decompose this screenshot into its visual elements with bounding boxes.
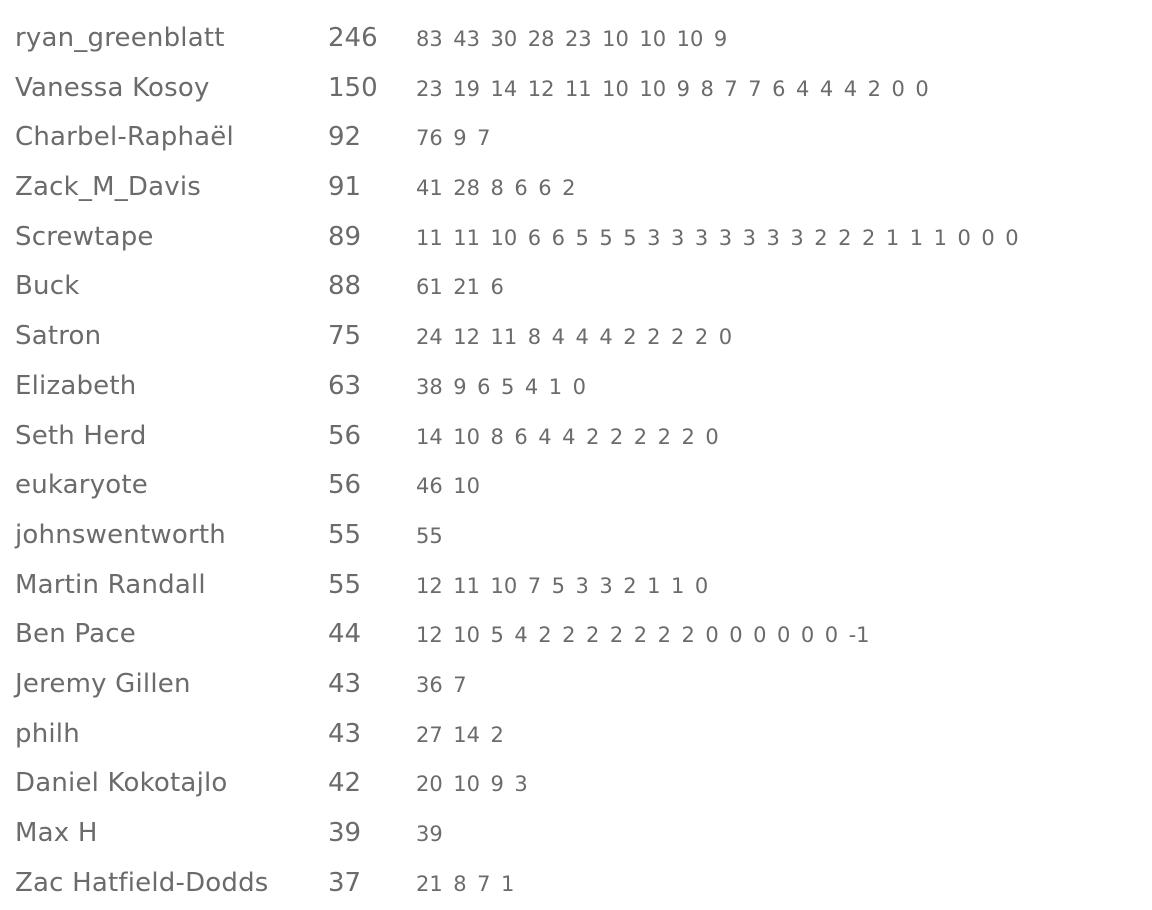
user-name: Seth Herd <box>15 420 147 451</box>
score-value: 14 <box>453 722 480 747</box>
score-list <box>416 571 719 601</box>
score-list <box>416 819 453 849</box>
score-value: 20 <box>416 772 443 797</box>
score-value: 4 <box>796 76 810 101</box>
score-list <box>416 322 743 352</box>
leaderboard-row <box>0 660 1152 710</box>
score-value: 2 <box>562 176 576 201</box>
score-value: 55 <box>416 523 443 548</box>
score-value: 8 <box>700 76 714 101</box>
score-value: 41 <box>416 176 443 201</box>
leaderboard-row <box>0 710 1152 760</box>
user-name: Vanessa Kosoy <box>15 72 210 103</box>
score-list <box>416 521 453 551</box>
score-value: 10 <box>490 225 518 250</box>
score-value: 0 <box>800 623 815 648</box>
score-value: 24 <box>416 325 443 350</box>
score-value: 4 <box>843 76 858 101</box>
score-value: 10 <box>453 424 480 449</box>
score-value: 2 <box>633 424 648 449</box>
leaderboard-row <box>0 759 1152 809</box>
score-list <box>416 620 880 650</box>
score-value: 1 <box>885 225 900 250</box>
leaderboard-table <box>0 14 1152 908</box>
score-value: 38 <box>416 374 443 399</box>
score-value: 0 <box>705 424 719 449</box>
score-value: 3 <box>599 573 613 598</box>
score-value: 12 <box>416 623 443 648</box>
score-value: 9 <box>490 772 504 797</box>
score-value: 0 <box>957 225 971 250</box>
score-value: 6 <box>538 176 552 201</box>
score-value: 0 <box>776 623 791 648</box>
score-value: 6 <box>772 76 786 101</box>
score-value: 10 <box>602 27 629 51</box>
leaderboard-row <box>0 809 1152 859</box>
score-value: 7 <box>477 871 491 896</box>
score-list <box>416 223 1029 253</box>
score-value: 0 <box>1005 225 1019 250</box>
total-score: 44 <box>328 619 362 650</box>
score-value: 46 <box>416 474 443 499</box>
score-value: 28 <box>453 176 480 201</box>
score-value: 36 <box>416 672 443 697</box>
score-value: 9 <box>676 76 691 101</box>
score-value: 2 <box>490 722 504 747</box>
score-value: 2 <box>694 325 709 350</box>
leaderboard-row <box>0 461 1152 511</box>
score-value: 7 <box>453 672 467 697</box>
score-value: 19 <box>453 76 480 101</box>
score-value: 2 <box>861 225 876 250</box>
leaderboard-row <box>0 262 1152 312</box>
score-value: 12 <box>453 325 480 350</box>
score-value: 76 <box>416 126 443 151</box>
total-score: 246 <box>328 23 378 53</box>
score-value: 8 <box>527 325 542 350</box>
score-value: 4 <box>524 374 539 399</box>
score-value: 3 <box>514 772 528 797</box>
leaderboard-row <box>0 859 1152 909</box>
score-value: 9 <box>713 27 728 51</box>
score-value: 10 <box>490 573 518 598</box>
total-score: 63 <box>328 370 362 401</box>
score-value: 23 <box>416 76 443 101</box>
score-value: 28 <box>527 27 555 51</box>
score-value: 11 <box>416 225 443 250</box>
score-value: 2 <box>657 623 671 648</box>
score-value: 1 <box>933 225 947 250</box>
score-value: 6 <box>514 176 528 201</box>
total-score: 91 <box>328 172 362 203</box>
score-list <box>416 272 514 302</box>
score-value: 5 <box>551 573 565 598</box>
score-value: 8 <box>490 176 504 201</box>
score-value: 9 <box>453 374 467 399</box>
score-value: 7 <box>477 126 491 151</box>
total-score: 43 <box>328 718 362 749</box>
user-name: Elizabeth <box>15 370 137 401</box>
score-value: 2 <box>681 424 695 449</box>
score-value: 7 <box>527 573 542 598</box>
score-value: 2 <box>609 424 624 449</box>
score-value: 10 <box>453 474 480 499</box>
score-value: 4 <box>562 424 576 449</box>
leaderboard-row <box>0 412 1152 462</box>
score-list <box>416 123 501 153</box>
score-value: 4 <box>514 623 528 648</box>
score-value: 14 <box>416 424 443 449</box>
score-value: 1 <box>670 573 685 598</box>
total-score: 56 <box>328 420 362 451</box>
score-value: 1 <box>909 225 924 250</box>
leaderboard-row <box>0 312 1152 362</box>
score-value: 7 <box>748 76 762 101</box>
total-score: 75 <box>328 321 362 352</box>
score-value: 12 <box>527 76 555 101</box>
user-name: Screwtape <box>15 221 154 252</box>
score-value: 11 <box>453 225 480 250</box>
score-list <box>416 869 525 899</box>
score-value: 3 <box>790 225 804 250</box>
total-score: 150 <box>328 72 378 103</box>
score-value: 30 <box>490 27 518 51</box>
total-score: 88 <box>328 271 362 302</box>
score-value: 3 <box>670 225 685 250</box>
score-value: 2 <box>585 623 600 648</box>
score-value: 2 <box>814 225 828 250</box>
total-score: 89 <box>328 221 362 252</box>
score-list <box>416 670 477 700</box>
leaderboard-row <box>0 213 1152 263</box>
score-value: 2 <box>609 623 624 648</box>
user-name: Charbel-Raphaël <box>15 122 234 153</box>
score-list <box>416 173 586 203</box>
score-value: 1 <box>647 573 661 598</box>
score-value: 10 <box>639 76 667 101</box>
score-value: 5 <box>575 225 589 250</box>
total-score: 55 <box>328 569 362 600</box>
score-list <box>416 74 939 104</box>
score-value: 2 <box>647 325 661 350</box>
score-value: -1 <box>848 623 870 648</box>
score-value: 4 <box>599 325 613 350</box>
score-value: 9 <box>453 126 467 151</box>
leaderboard-row <box>0 64 1152 114</box>
score-value: 2 <box>867 76 882 101</box>
score-list <box>416 422 729 452</box>
score-value: 0 <box>915 76 929 101</box>
user-name: johnswentworth <box>15 519 226 550</box>
score-value: 6 <box>551 225 565 250</box>
score-value: 4 <box>575 325 589 350</box>
score-value: 2 <box>657 424 671 449</box>
leaderboard-row <box>0 610 1152 660</box>
total-score: 42 <box>328 768 362 799</box>
score-value: 21 <box>453 275 480 300</box>
leaderboard-row <box>0 113 1152 163</box>
total-score: 43 <box>328 668 362 699</box>
score-value: 2 <box>838 225 852 250</box>
score-value: 6 <box>514 424 528 449</box>
score-value: 10 <box>453 772 480 797</box>
score-value: 0 <box>824 623 839 648</box>
score-value: 21 <box>416 871 443 896</box>
score-value: 2 <box>538 623 552 648</box>
score-value: 6 <box>527 225 542 250</box>
score-value: 4 <box>538 424 552 449</box>
total-score: 56 <box>328 470 362 501</box>
score-value: 14 <box>490 76 518 101</box>
score-value: 10 <box>602 76 629 101</box>
score-value: 11 <box>490 325 518 350</box>
score-list <box>416 769 538 799</box>
score-value: 2 <box>562 623 576 648</box>
score-list <box>416 372 596 402</box>
score-value: 1 <box>548 374 563 399</box>
score-value: 3 <box>718 225 733 250</box>
score-value: 6 <box>477 374 491 399</box>
score-value: 4 <box>551 325 565 350</box>
score-value: 8 <box>490 424 504 449</box>
score-value: 2 <box>585 424 600 449</box>
user-name: Max H <box>15 818 98 848</box>
score-value: 0 <box>694 573 709 598</box>
leaderboard-row <box>0 362 1152 412</box>
score-value: 23 <box>564 27 592 51</box>
score-value: 10 <box>676 27 704 51</box>
score-value: 5 <box>500 374 515 399</box>
score-value: 3 <box>742 225 756 250</box>
score-value: 5 <box>599 225 613 250</box>
score-value: 3 <box>575 573 589 598</box>
score-value: 10 <box>639 27 667 51</box>
score-value: 1 <box>500 871 515 896</box>
user-name: Satron <box>15 321 102 352</box>
score-value: 0 <box>891 76 905 101</box>
score-value: 7 <box>724 76 738 101</box>
leaderboard-row <box>0 14 1152 64</box>
score-value: 5 <box>623 225 637 250</box>
total-score: 37 <box>328 867 362 898</box>
user-name: eukaryote <box>15 470 148 501</box>
user-name: Jeremy Gillen <box>15 668 191 699</box>
score-value: 43 <box>453 27 480 51</box>
total-score: 92 <box>328 122 362 153</box>
score-value: 12 <box>416 573 443 598</box>
score-list <box>416 471 490 501</box>
user-name: Martin Randall <box>15 569 206 600</box>
score-value: 0 <box>729 623 743 648</box>
score-list <box>416 24 738 54</box>
total-score: 55 <box>328 519 362 550</box>
total-score: 39 <box>328 818 362 848</box>
score-value: 27 <box>416 722 443 747</box>
score-value: 0 <box>572 374 586 399</box>
score-value: 10 <box>453 623 480 648</box>
score-value: 6 <box>490 275 504 300</box>
score-value: 2 <box>681 623 695 648</box>
score-value: 83 <box>416 27 443 51</box>
score-value: 0 <box>705 623 719 648</box>
score-value: 2 <box>623 325 637 350</box>
score-value: 3 <box>766 225 780 250</box>
score-value: 2 <box>633 623 648 648</box>
leaderboard-row <box>0 511 1152 561</box>
score-value: 3 <box>694 225 709 250</box>
score-value: 4 <box>819 76 834 101</box>
score-value: 3 <box>647 225 661 250</box>
score-value: 61 <box>416 275 443 300</box>
score-value: 0 <box>718 325 733 350</box>
score-value: 0 <box>981 225 995 250</box>
score-value: 0 <box>753 623 767 648</box>
score-value: 5 <box>490 623 504 648</box>
user-name: ryan_greenblatt <box>15 23 225 53</box>
score-value: 11 <box>564 76 592 101</box>
score-value: 39 <box>416 822 443 846</box>
user-name: Daniel Kokotajlo <box>15 768 228 799</box>
score-value: 2 <box>623 573 637 598</box>
score-list <box>416 720 514 750</box>
score-value: 11 <box>453 573 480 598</box>
user-name: Buck <box>15 271 80 302</box>
user-name: Ben Pace <box>15 619 136 650</box>
score-value: 8 <box>453 871 467 896</box>
user-name: Zack_M_Davis <box>15 172 202 203</box>
leaderboard-row <box>0 163 1152 213</box>
score-value: 2 <box>670 325 685 350</box>
user-name: Zac Hatfield-Dodds <box>15 867 269 898</box>
user-name: philh <box>15 718 80 749</box>
leaderboard-row <box>0 561 1152 611</box>
